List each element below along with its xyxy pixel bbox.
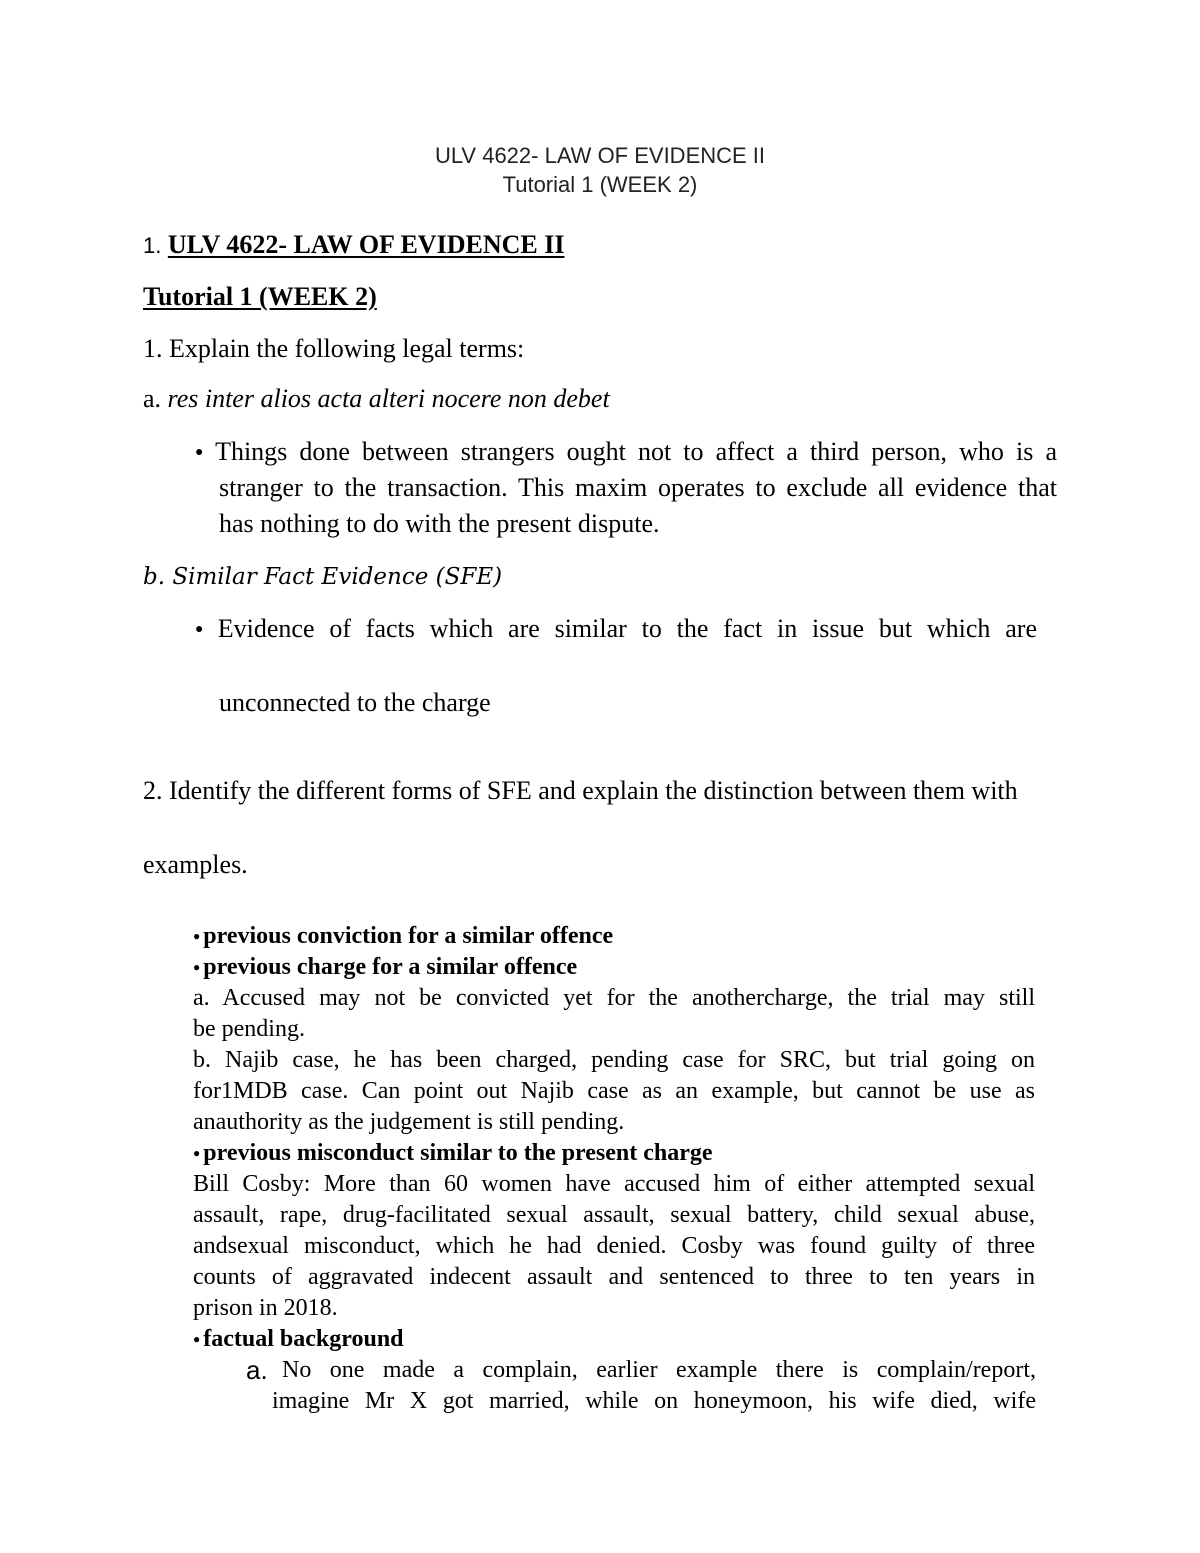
- term-a-text: res inter alios acta alteri nocere non debet: [167, 384, 610, 413]
- form-4-a-label: a.: [246, 1355, 268, 1385]
- form-2-a-line-2: be pending.: [193, 1016, 305, 1042]
- term-a-answer-line-1: ● Things done between strangers ought not to affect a third person, who is a: [195, 437, 1057, 466]
- question-2-prompt-line-1: 2. Identify the different forms of SFE and explain the distinction between them with: [143, 776, 1018, 805]
- form-3-text-line-5: prison in 2018.: [193, 1295, 338, 1321]
- form-3: ● previous misconduct similar to the present charge: [193, 1140, 713, 1166]
- bullet-icon: ●: [193, 1146, 201, 1160]
- form-2-b-line-3: anauthority as the judgement is still pending.: [193, 1109, 625, 1135]
- form-2-b-line-1: b. Najib case, he has been charged, pending case for SRC, but trial going on: [193, 1047, 1035, 1073]
- form-3-text-line-3: andsexual misconduct, which he had denied. Cosby was found guilty of three: [193, 1233, 1035, 1259]
- form-4: ● factual background: [193, 1326, 404, 1352]
- term-a-answer-line-2: stranger to the transaction. This maxim operates to exclude all evidence that: [219, 473, 1057, 502]
- term-b-answer-line-1: ● Evidence of facts which are similar to the fact in issue but which are: [195, 614, 1037, 643]
- bullet-icon: ●: [195, 443, 210, 459]
- form-1: ● previous conviction for a similar offence: [193, 923, 614, 949]
- term-b: b. Similar Fact Evidence (SFE): [143, 564, 503, 590]
- page-header-subtitle: Tutorial 1 (WEEK 2): [502, 172, 698, 197]
- form-3-text-line-2: assault, rape, drug-facilitated sexual assault, sexual battery, child sexual abuse,: [193, 1202, 1035, 1228]
- section-number: 1.: [143, 233, 162, 258]
- form-4-a-line-2: imagine Mr X got married, while on honeymoon, his wife died, wife: [272, 1388, 1036, 1414]
- form-4-a-text-1: No one made a complain, earlier example there is complain/report,: [282, 1357, 1036, 1383]
- form-2-b-line-2: for1MDB case. Can point out Najib case as an example, but cannot be use as: [193, 1078, 1035, 1104]
- tutorial-title: Tutorial 1 (WEEK 2): [143, 282, 377, 311]
- form-3-text-line-1: Bill Cosby: More than 60 women have accused him of either attempted sexual: [193, 1171, 1035, 1197]
- form-3-text-line-4: counts of aggravated indecent assault and sentenced to three to ten years in: [193, 1264, 1035, 1290]
- bullet-icon: ●: [193, 960, 201, 974]
- bullet-icon: ●: [195, 620, 212, 636]
- page-header-title: ULV 4622- LAW OF EVIDENCE II: [434, 143, 766, 168]
- term-b-answer-line-2: unconnected to the charge: [219, 688, 491, 717]
- course-title: ULV 4622- LAW OF EVIDENCE II: [167, 230, 565, 259]
- bullet-icon: ●: [193, 1332, 201, 1346]
- term-a: [143, 384, 610, 414]
- form-4-a-line-1: [246, 1355, 1036, 1388]
- form-2: ● previous charge for a similar offence: [193, 954, 578, 980]
- term-a-label: a.: [143, 384, 162, 413]
- form-2-a-line-1: a. Accused may not be convicted yet for the anothercharge, the trial may still: [193, 985, 1035, 1011]
- question-2-prompt-line-2: examples.: [143, 850, 248, 879]
- section-heading: [143, 230, 564, 261]
- term-a-answer-line-3: has nothing to do with the present dispute.: [219, 509, 660, 538]
- question-1-prompt: 1. Explain the following legal terms:: [143, 334, 525, 363]
- bullet-icon: ●: [193, 929, 201, 943]
